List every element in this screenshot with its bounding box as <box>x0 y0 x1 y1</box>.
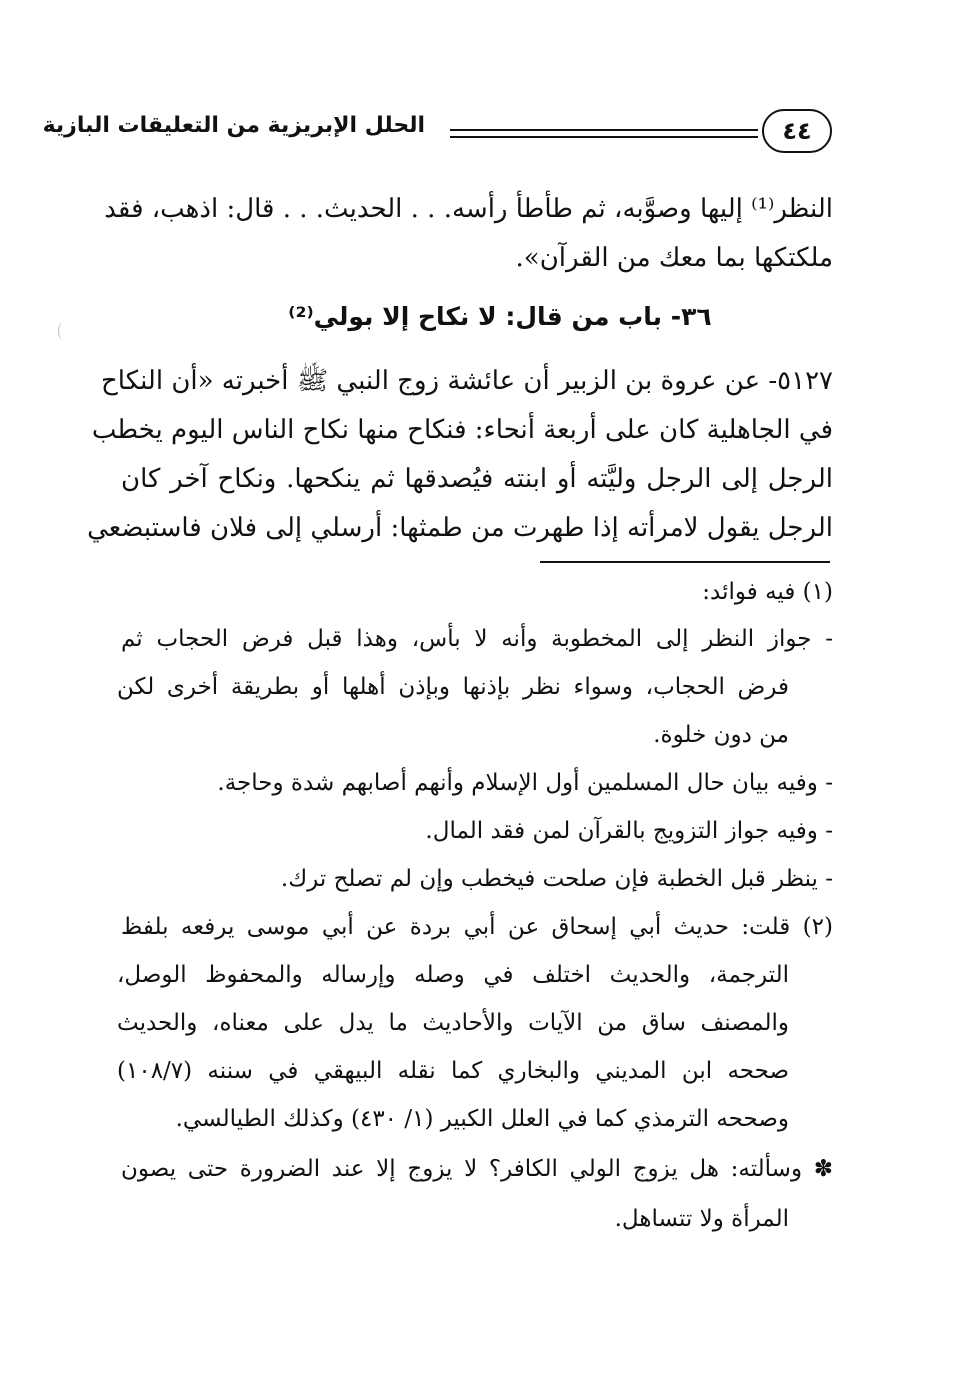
footnote-1-bullet-1-line-2: فرض الحجاب، وسواء نظر بإذنها وبإذن أهلها أو بطريقة أخرى لكن <box>117 674 789 700</box>
hadith-line-2: في الجاهلية كان على أربعة أنحاء: فنكاح منها نكاح الناس اليوم يخطب <box>91 415 833 445</box>
running-header-title: الحلل الإبريزية من التعليقات البازية <box>42 113 425 138</box>
footnote-2-line-4: صححه ابن المديني والبخاري كما نقله البيهقي في سننه (١٠٨/٧) <box>117 1058 789 1084</box>
body-line-2: ملكتكها بما معك من القرآن». <box>515 243 833 273</box>
margin-mark <box>58 322 69 340</box>
footnote-1-title: (١) فيه فوائد: <box>702 579 833 605</box>
body-line-1: النظر⁽¹⁾ إليها وصوَّبه، ثم طأطأ رأسه. . . الحديث. . . قال: اذهب، فقد <box>104 194 833 224</box>
footnote-1-bullet-1-line-3: من دون خلوة. <box>653 722 789 748</box>
footnote-2-line-5: وصححه الترمذي كما في العلل الكبير (١/ ٤٣٠) وكذلك الطيالسي. <box>175 1106 789 1132</box>
footnote-1-bullet-3: - وفيه جواز التزويج بالقرآن لمن فقد المال. <box>425 818 833 844</box>
page-number-badge: ٤٤ <box>762 109 832 153</box>
hadith-line-4: الرجل يقول لامرأته إذا طهرت من طمثها: أرسلي إلى فلان فاستبضعي <box>87 513 833 543</box>
hadith-line-3: الرجل إلى الرجل وليَّته أو ابنته فيُصدقها ثم ينكحها. ونكاح آخر كان <box>121 464 833 494</box>
hadith-line-1: ٥١٢٧- عن عروة بن الزبير أن عائشة زوج النبي ﷺ أخبرته «أن النكاح <box>101 366 833 396</box>
footnote-1-bullet-1-line-1: - جواز النظر إلى المخطوبة وأنه لا بأس، وهذا قبل فرض الحجاب ثم <box>121 626 833 652</box>
footnote-2-line-1: (٢) قلت: حديث أبي إسحاق عن أبي بردة عن أبي موسى يرفعه بلفظ <box>121 914 833 940</box>
footnote-1-bullet-4: - ينظر قبل الخطبة فإن صلحت فيخطب وإن لم تصلح ترك. <box>280 866 833 892</box>
footnote-2-line-2: الترجمة، والحديث اختلف في وصله وإرساله والمحفوظ الوصل، <box>117 962 789 988</box>
footnote-separator <box>540 561 830 563</box>
question-line-2: المرأة ولا تتساهل. <box>614 1206 789 1232</box>
header-double-rule <box>450 129 758 138</box>
footnote-2-line-3: والمصنف ساق من الآيات والأحاديث ما يدل على معناه، والحديث <box>117 1010 789 1036</box>
footnote-1-bullet-2: - وفيه بيان حال المسلمين أول الإسلام وأنهم أصابهم شدة وحاجة. <box>217 770 833 796</box>
chapter-heading: ٣٦- باب من قال: لا نكاح إلا بولي⁽²⁾ <box>288 302 712 331</box>
question-line-1: ✽ وسألته: هل يزوج الولي الكافر؟ لا يزوج إلا عند الضرورة حتى يصون <box>121 1156 833 1182</box>
